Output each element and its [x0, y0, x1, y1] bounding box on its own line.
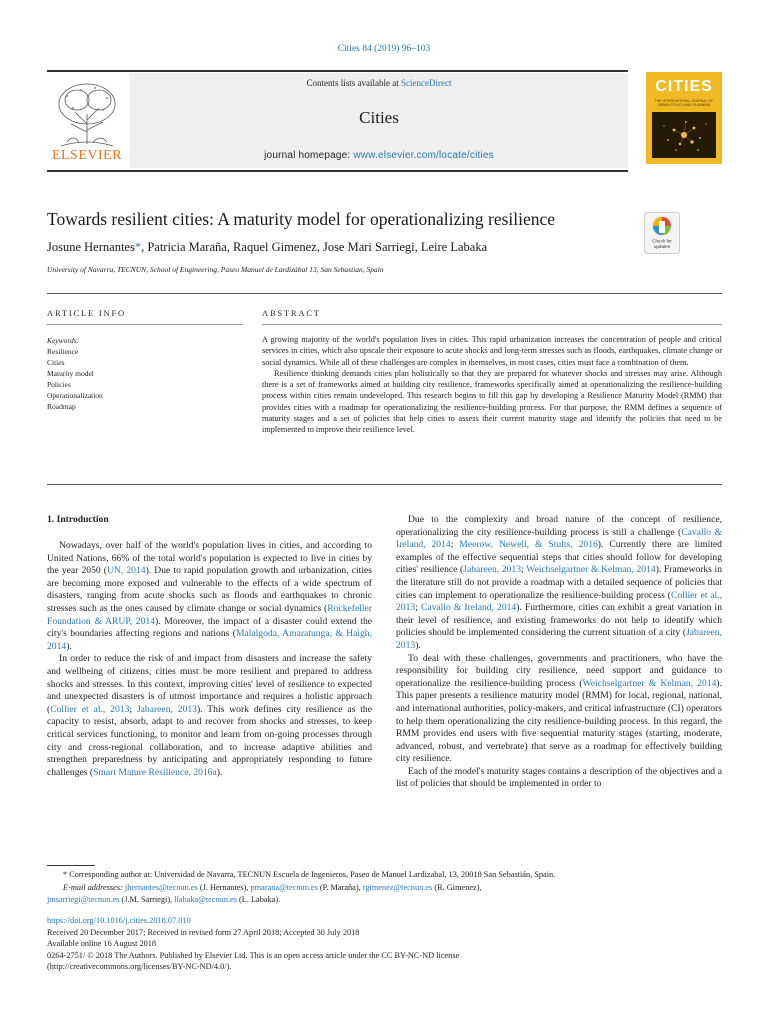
contents-availability — [130, 78, 628, 88]
homepage-prefix: journal homepage: — [264, 150, 354, 161]
journal-cover-image[interactable] — [646, 72, 722, 164]
journal-name: Cities — [359, 108, 399, 127]
text-run: ). This paper presents a resilience maturity model (RMM) for local, regional, national, and international authorities, policy-makers, and critical infrastructure (CI) operators to help them operationalizing the city resilience-building process. In this regard, the RMM provides end users with five sequential maturity stages (starting, moderate, advanced, robust, and vertebrate) that serve as a roadmap for effectively building city resilience. — [396, 677, 723, 765]
text-run: Nowadays, over half of the world's population lives in cities, and according to United Nations, 66% of the total world's population is expected to live in cities by the year 2050 ( — [47, 540, 372, 577]
email-owner: (R. Gimenez), — [432, 882, 482, 892]
title-divider — [47, 293, 722, 294]
citation-link[interactable]: Meerow, Newell, & Stults, 2016 — [459, 539, 598, 551]
header-rule-bottom — [47, 170, 628, 172]
article-info-heading: ARTICLE INFO — [47, 308, 126, 318]
keywords-block — [47, 335, 103, 412]
footnote-marker: * — [63, 870, 70, 879]
citation-link[interactable]: Weichselgartner & Kelman, 2014 — [526, 564, 656, 576]
text-run: ; — [521, 564, 527, 576]
text-run: ; — [415, 602, 421, 614]
cover-subtitle: THE INTERNATIONAL JOURNAL OF URBAN POLICY AND PLANNING — [654, 99, 714, 107]
keyword-item: Resilience — [47, 347, 79, 356]
abstract-body — [262, 334, 722, 436]
license-line-2[interactable]: (http://creativecommons.org/licenses/BY-NC-ND/4.0/). — [47, 962, 232, 972]
email-link[interactable]: rgimenez@tecnun.es — [362, 882, 433, 892]
sciencedirect-link[interactable]: ScienceDirect — [401, 78, 452, 88]
footnotes — [47, 869, 722, 907]
email-owner: (P. Maraña), — [317, 882, 363, 892]
text-run: ). Frameworks in the literature still do not provide a roadmap with a detailed sequence of policies that cities can implement to operationalize the resilience-building process ( — [396, 564, 723, 601]
abstract-heading: ABSTRACT — [262, 308, 321, 318]
text-run: ). Due to rapid population growth and urbanization, cities are becoming more exposed and vulnerable to the effects of a wide spectrum of disasters, ranging from acute shocks such as floods and earthquakes to chronic stresses such as the ones caused by climate change or social dynamics ( — [47, 565, 373, 614]
citation-link[interactable]: Jabareen, 2013 — [463, 564, 522, 576]
footnote-rule — [47, 865, 95, 866]
text-run: ). Currently there are limited examples of the effective sequential steps that cities should follow for developing cities' resilience ( — [396, 539, 722, 576]
text-run: ). Moreover, the impact of a disaster could extend the city's boundaries affecting regions and nations ( — [47, 615, 373, 640]
text-run: ). Furthermore, cities can exhibit a great variation in their level of resilience, and existing frameworks do not help to identify which policies should be implemented considering the current situation of a city ( — [396, 602, 722, 639]
publisher-wordmark: ELSEVIER — [51, 148, 123, 163]
doi-link[interactable]: https://doi.org/10.1016/j.cities.2018.07.010 — [47, 916, 191, 925]
email-addresses — [47, 882, 722, 895]
crossmark-label-line2: updates — [653, 244, 671, 249]
article-info-rule — [47, 324, 243, 325]
available-online: Available online 16 August 2018 — [47, 939, 157, 949]
body-paragraph — [47, 653, 372, 779]
email-link[interactable]: jmsarriegi@tecnun.es — [47, 895, 120, 904]
email-addresses-cont — [47, 894, 722, 907]
citation-link[interactable]: Weichselgartner & Kelman, 2014 — [582, 677, 717, 689]
email-owner: (L. Labaka). — [236, 895, 281, 904]
keyword-item: Maturity model — [47, 369, 94, 378]
email-link[interactable]: llabaka@tecnun.es — [174, 895, 237, 904]
abstract-paragraph: Resilience thinking demands cities plan holistically so that they are prepared for whatever shocks and stresses may arise. Although there is a set of frameworks aimed at building city resilience, frameworks specifically aimed at operationalizing the resilience-building process within cities remain undeveloped. This research begins to fill this gap by developing a Resilience Maturity Model (RMM) that provides cities with a roadmap for operationalizing the resilience-building process. For that purpose, the RMM defines a sequence of maturity stages and a set of policies that help cities to assess their current maturity stage and identify the policies that need to be implemented to improve their resilience level. — [262, 368, 722, 435]
citation-link[interactable]: Cavallo & Ireland, 2014 — [396, 526, 723, 551]
text-run: ). — [66, 640, 72, 652]
first-author[interactable]: Josune Hernantes — [47, 240, 135, 254]
footnote-text: Corresponding author at: Universidad de Navarra, TECNUN Escuela de Ingenieros, Paseo de Manuel Lardizabal, 13, 20018 San Sebastián, Spain. — [69, 870, 556, 879]
text-run: ; — [129, 703, 137, 715]
email-owner: (J.M. Sarriegi), — [119, 895, 175, 904]
text-run: Due to the complexity and broad nature of the concept of resilience, operationalizing the city resilience-building process is still a challenge ( — [396, 514, 722, 538]
cover-title: CITIES — [655, 78, 713, 95]
homepage-link[interactable]: www.elsevier.com/locate/cities — [353, 150, 494, 161]
section-heading-introduction: 1. Introduction — [47, 514, 109, 525]
contents-prefix: Contents lists available at — [306, 78, 401, 88]
keyword-item: Policies — [47, 380, 71, 389]
article-title: Towards resilient cities: A maturity model for operationalizing resilience — [47, 209, 556, 229]
publication-info — [47, 915, 722, 973]
citation-link[interactable]: Smart Mature Resilience, 2016a — [93, 766, 217, 778]
text-run: ; — [450, 539, 460, 551]
journal-citation[interactable]: Cities 84 (2019) 96–103 — [337, 44, 431, 54]
body-paragraph — [396, 653, 722, 766]
cover-city-lights-graphic — [652, 112, 716, 158]
body-paragraph — [396, 514, 722, 653]
text-run: ). — [216, 766, 223, 778]
received-dates: Received 20 December 2017; Received in revised form 27 April 2018; Accepted 30 July 2018 — [47, 927, 360, 937]
citation-link[interactable]: Collier et al., 2013 — [396, 589, 722, 614]
body-column-right — [396, 514, 722, 791]
crossmark-check-for-updates-icon[interactable] — [644, 212, 680, 254]
corresponding-author-asterisk[interactable]: * — [134, 240, 142, 254]
keyword-item: Roadmap — [47, 402, 76, 411]
body-paragraph: Each of the model's maturity stages contains a description of the objectives and a list of policies that should be implemented in order to — [396, 765, 722, 790]
abstract-rule — [262, 324, 722, 325]
text-run: To deal with these challenges, governments and practitioners, who have the responsibility for building city resilience, need support and guidance to operationalize the resilience-building process ( — [396, 652, 722, 689]
citation-link[interactable]: Rockefeller Foundation & ARUP, 2014 — [47, 602, 372, 627]
author-list — [47, 240, 487, 255]
journal-homepage — [130, 150, 628, 161]
citation-link[interactable]: Cavallo & Ireland, 2014 — [420, 602, 517, 614]
email-link[interactable]: pmarana@tecnun.es — [250, 882, 318, 892]
email-label: E-mail addresses: — [63, 882, 125, 892]
body-column-left — [47, 540, 372, 779]
keyword-item: Operationalization — [47, 391, 103, 400]
email-link[interactable]: jhernantes@tecnun.es — [124, 882, 198, 892]
corresponding-author-note — [47, 869, 722, 882]
citation-link[interactable]: UN, 2014 — [107, 565, 146, 577]
keyword-item: Cities — [47, 358, 65, 367]
text-run: ). This work defines city resilience as the capacity to resist, absorb, adapt to and recover from shocks and stresses, to keep critical services functioning, to monitor and learn from on-going processes through city and cross-regional collaboration, and to increase adaptive abilities and strengthen preparedness by anticipating and appropriately responding to future challenges ( — [47, 703, 372, 778]
abstract-divider — [47, 484, 722, 485]
citation-link[interactable]: Malalgoda, Amaratunga, & Haigh, 2014 — [47, 628, 372, 652]
abstract-paragraph: A growing majority of the world's population lives in cities. This rapid urbanization increases the concentration of people and critical services in cities, which also upscale their exposure to acute shocks and long-term stresses such as floods, earthquakes, climate change or social dynamics. While all of these challenges are complex in themselves, in most cases, cities must face a combination of them. — [262, 335, 722, 367]
citation-link[interactable]: Jabareen, 2013 — [396, 627, 722, 651]
citation-link[interactable]: Jabareen, 2013 — [136, 703, 197, 715]
body-paragraph — [47, 540, 372, 653]
crossmark-label-line1: Check for — [652, 238, 672, 244]
text-run: In order to reduce the risk of and impact from disasters and increase the safety and wellbeing of citizens, cities must be more resilient and prepared to address shocks and stresses. In this context, improving cities' level of resilience to expected and unexpected disasters is of utmost importance and requires a holistic approach ( — [47, 653, 372, 715]
text-run: ). — [415, 639, 421, 651]
header-rule-top — [47, 70, 628, 72]
citation-link[interactable]: Collier et al., 2013 — [50, 703, 130, 715]
author-affiliation: University of Navarra, TECNUN, School of Engineering, Paseo Manuel de Lardizábal 13, San Sebastian, Spain — [47, 265, 384, 274]
keywords-label: Keywords: — [47, 336, 80, 345]
other-authors: , Patricia Maraña, Raquel Gimenez, Jose Mari Sarriegi, Leire Labaka — [141, 240, 488, 254]
license-line-1: 0264-2751/ © 2018 The Authors. Published by Elsevier Ltd. This is an open access article under the CC BY-NC-ND license — [47, 950, 460, 960]
email-owner: (J. Hernantes), — [197, 882, 251, 892]
